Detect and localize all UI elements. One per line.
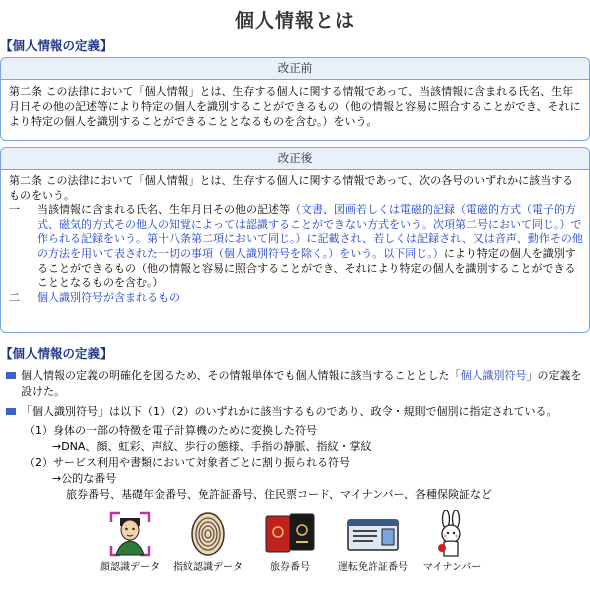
before-amendment-text: 第二条 この法律において「個人情報」とは、生存する個人に関する情報であって、当該情報に含まれる氏名、生年月日その他の記述等により特定の個人を識別することができるもの（他の情報と容易に照合することができ、それにより特定の個人を識別することができることとなるものを含む。）をいう。 (9, 85, 581, 128)
sub-item-2-arrow: →公的な番号 (52, 472, 117, 485)
after-amendment-box (0, 147, 590, 333)
bullet-square (6, 372, 16, 379)
passport-icon (262, 510, 318, 558)
bullet-item (6, 404, 586, 420)
bullet2-text: 「個人識別符号」は以下（1）（2）のいずれかに該当するものであり、政令・規則で個別に指定されている。 (21, 405, 558, 418)
icon-label: 旅券番号 (270, 562, 310, 573)
passport-figure (250, 510, 330, 574)
after-item-1 (9, 203, 583, 291)
mynumber-mascot-icon (430, 510, 474, 558)
fingerprint-figure (168, 510, 248, 574)
item-number: 二 (9, 290, 20, 304)
drivers-license-icon (345, 510, 401, 558)
bullet1-text-end: 」の定義を設けた。 (21, 369, 582, 398)
before-amendment-label: 改正前 (1, 58, 589, 80)
section-heading-definition: 【個人情報の定義】 (0, 38, 113, 53)
license-figure (333, 510, 413, 574)
sub-item-1-examples: →DNA、顔、虹彩、声紋、歩行の態様、手指の静脈、指紋・掌紋 (52, 440, 372, 453)
section-heading-definition-2: 【個人情報の定義】 (0, 346, 113, 361)
item1-added-text: （文書、図画若しくは電磁的記録（電磁的方式（電子的方式、磁気的方式その他人の知覚によっては認識することができない方式をいう。次項第二号において同じ。）で作られる記録をいう。第十八条第二項において同じ。）に記載され、若しくは記録され、又は音声、動作その他の方法を用いて表された一切の事項（個人識別符号を除く。）をいう。以下同じ。） (37, 203, 583, 260)
after-amendment-label: 改正後 (1, 148, 589, 170)
definition-list (6, 368, 586, 503)
mynumber-figure (412, 510, 492, 574)
sub-item-1: （1）身体の一部の特徴を電子計算機のために変換した符号 (24, 424, 317, 437)
identifier-code-link[interactable]: 個人識別符号 (460, 369, 527, 382)
icon-label: 運転免許証番号 (338, 562, 408, 573)
face-data-figure (90, 510, 170, 574)
page-title: 個人情報とは (234, 10, 355, 32)
face-recognition-icon (108, 510, 152, 558)
item2-text: 個人識別符号が含まれるもの (37, 290, 180, 304)
bullet-item (6, 368, 586, 400)
bullet1-text: 個人情報の定義の明確化を図るため、その情報単体でも個人情報に該当することとした「 (21, 369, 461, 382)
identifier-examples-icons (90, 510, 510, 600)
before-amendment-box (0, 57, 590, 141)
icon-label: 指紋認識データ (173, 562, 243, 573)
fingerprint-icon (186, 510, 230, 558)
sub-item-2: （2）サービス利用や書類において対象者ごとに割り振られる符号 (24, 456, 350, 469)
icon-label: マイナンバー (422, 562, 482, 573)
item-number: 一 (9, 203, 20, 217)
after-amendment-intro: 第二条 この法律において「個人情報」とは、生存する個人に関する情報であって、次の各号のいずれかに該当するものをいう。 (9, 174, 574, 202)
after-item-2 (9, 291, 583, 306)
sub-item-2-examples: 旅券番号、基礎年金番号、免許証番号、住民票コード、マイナンバー、各種保険証など (66, 488, 493, 501)
item1-post-text: により特定の個人を識別することができるもの（他の情報と容易に照合することができ、それにより特定の個人を識別することができることとなるものを含む。） (37, 246, 576, 290)
icon-label: 顔認識データ (100, 562, 160, 573)
item1-pre-text: 当該情報に含まれる氏名、生年月日その他の記述等 (37, 203, 290, 217)
bullet-square (6, 408, 16, 415)
